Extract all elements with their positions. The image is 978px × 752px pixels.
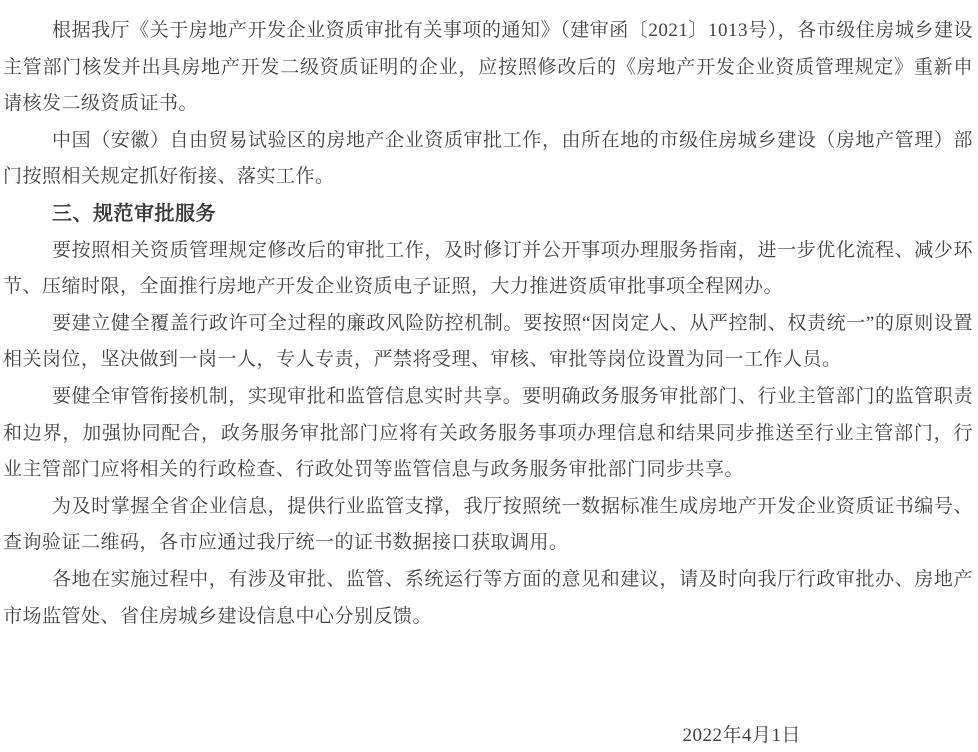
- paragraph: 中国（安徽）自由贸易试验区的房地产企业资质审批工作，由所在地的市级住房城乡建设（房地产管理）部门按照相关规定抓好衔接、落实工作。: [3, 129, 973, 188]
- document-date: 2022年4月1日: [682, 725, 801, 747]
- document-body: [3, 13, 973, 635]
- paragraph: 各地在实施过程中，有涉及审批、监管、系统运行等方面的意见和建议，请及时向我厅行政审批办、房地产市场监管处、省住房城乡建设信息中心分别反馈。: [3, 568, 973, 627]
- paragraph: 根据我厅《关于房地产开发企业资质审批有关事项的通知》（建审函〔2021〕1013号），各市级住房城乡建设主管部门核发并出具房地产开发二级资质证明的企业，应按照修改后的《房地产开发企业资质管理规定》重新申请核发二级资质证书。: [3, 20, 973, 115]
- paragraph: 要按照相关资质管理规定修改后的审批工作，及时修订并公开事项办理服务指南，进一步优化流程、减少环节、压缩时限，全面推行房地产开发企业资质电子证照，大力推进资质审批事项全程网办。: [3, 239, 973, 298]
- section-heading: 三、规范审批服务: [52, 202, 216, 225]
- paragraph: 要健全审管衔接机制，实现审批和监管信息实时共享。要明确政务服务审批部门、行业主管部门的监管职责和边界，加强协同配合，政务服务审批部门应将有关政务服务事项办理信息和结果同步推送至行业主管部门，行业主管部门应将相关的行政检查、行政处罚等监管信息与政务服务审批部门同步共享。: [3, 385, 973, 481]
- paragraph: 要建立健全覆盖行政许可全过程的廉政风险防控机制。要按照“因岗定人、从严控制、权责统一”的原则设置相关岗位，坚决做到一岗一人，专人专责，严禁将受理、审核、审批等岗位设置为同一工作人员。: [3, 312, 973, 371]
- paragraph: 为及时掌握全省企业信息，提供行业监管支撑，我厅按照统一数据标准生成房地产开发企业资质证书编号、查询验证二维码，各市应通过我厅统一的证书数据接口获取调用。: [3, 495, 973, 554]
